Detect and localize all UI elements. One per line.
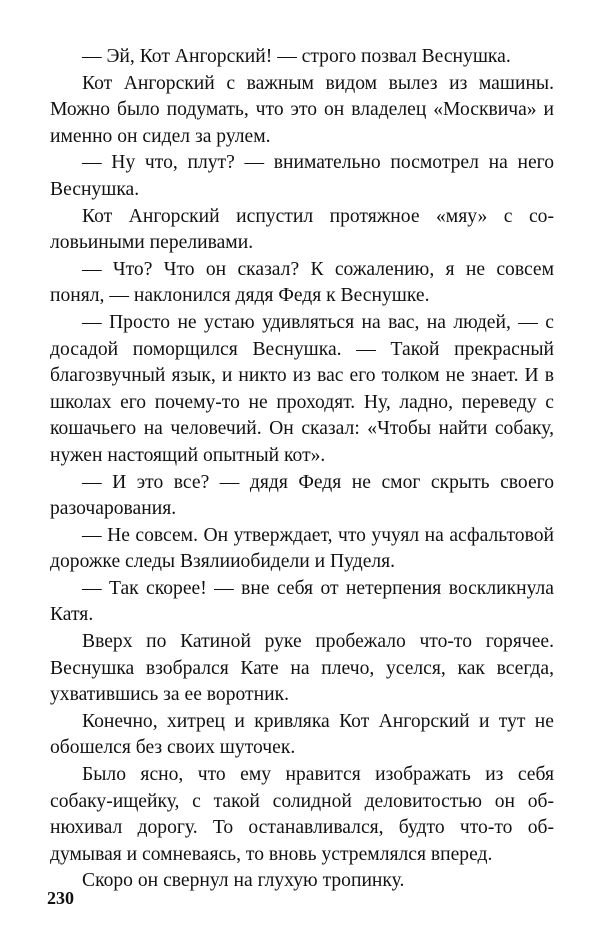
paragraph: Конечно, хитрец и кривляка Кот Ангорский и тут не обошелся без своих шуточек. [50,710,554,759]
paragraph: Скоро он свернул на глухую тропинку. [82,870,405,892]
paragraph: Вверх по Катиной руке пробежало что-то горячее. Веснушка взобрался Кате на плечо, уселся, как всегда, ухватившись за ее воротник. [50,631,554,706]
paragraph: — Что? Что он сказал? К сожалению, я не совсем понял, — наклонился дядя Федя к Веснушке. [50,258,554,307]
paragraph: — Просто не устаю удивляться на вас, на людей, — с досадой поморщился Веснушка. — Такой прекрасный благозвучный язык, и никто из вас его толком не знает. И в школах его почему-то не проходят. Ну, ладно, переведу с кошачьего на человечий. Он сказал: «Чтобы найти собаку, нужен настоящий опытный кот». [50,311,554,466]
paragraph: — Не совсем. Он утверждает, что учуял на асфальтовой дорожке следы Взялииобидели и Пуделя. [50,524,554,573]
paragraph: — Эй, Кот Ангорский! — строго позвал Веснушка. [82,46,511,67]
page-number: 230 [47,888,74,908]
paragraph: — Ну что, плут? — внимательно посмотрел на него Веснушка. [50,152,554,200]
paragraph: Было ясно, что ему нравится изображать из себя собаку-ищейку, с такой солидной деловитостью он обнюхивал дорогу. То останавливался, будто что-то обдумывая и сомневаясь, то вновь устремлялся вперед. [50,764,554,865]
paragraph: — Так скорее! — вне себя от нетерпения воскликнула Катя. [50,577,554,626]
paragraph: — И это все? — дядя Федя не смог скрыть своего разочарования. [50,471,554,520]
page-text [50,44,554,895]
paragraph: Кот Ангорский с важным видом вылез из машины. Можно было подумать, что это он владелец «Москвича» и именно он сидел за рулем. [50,72,554,147]
paragraph: Кот Ангорский испустил протяжное «мяу» с соловьиными переливами. [50,205,554,254]
